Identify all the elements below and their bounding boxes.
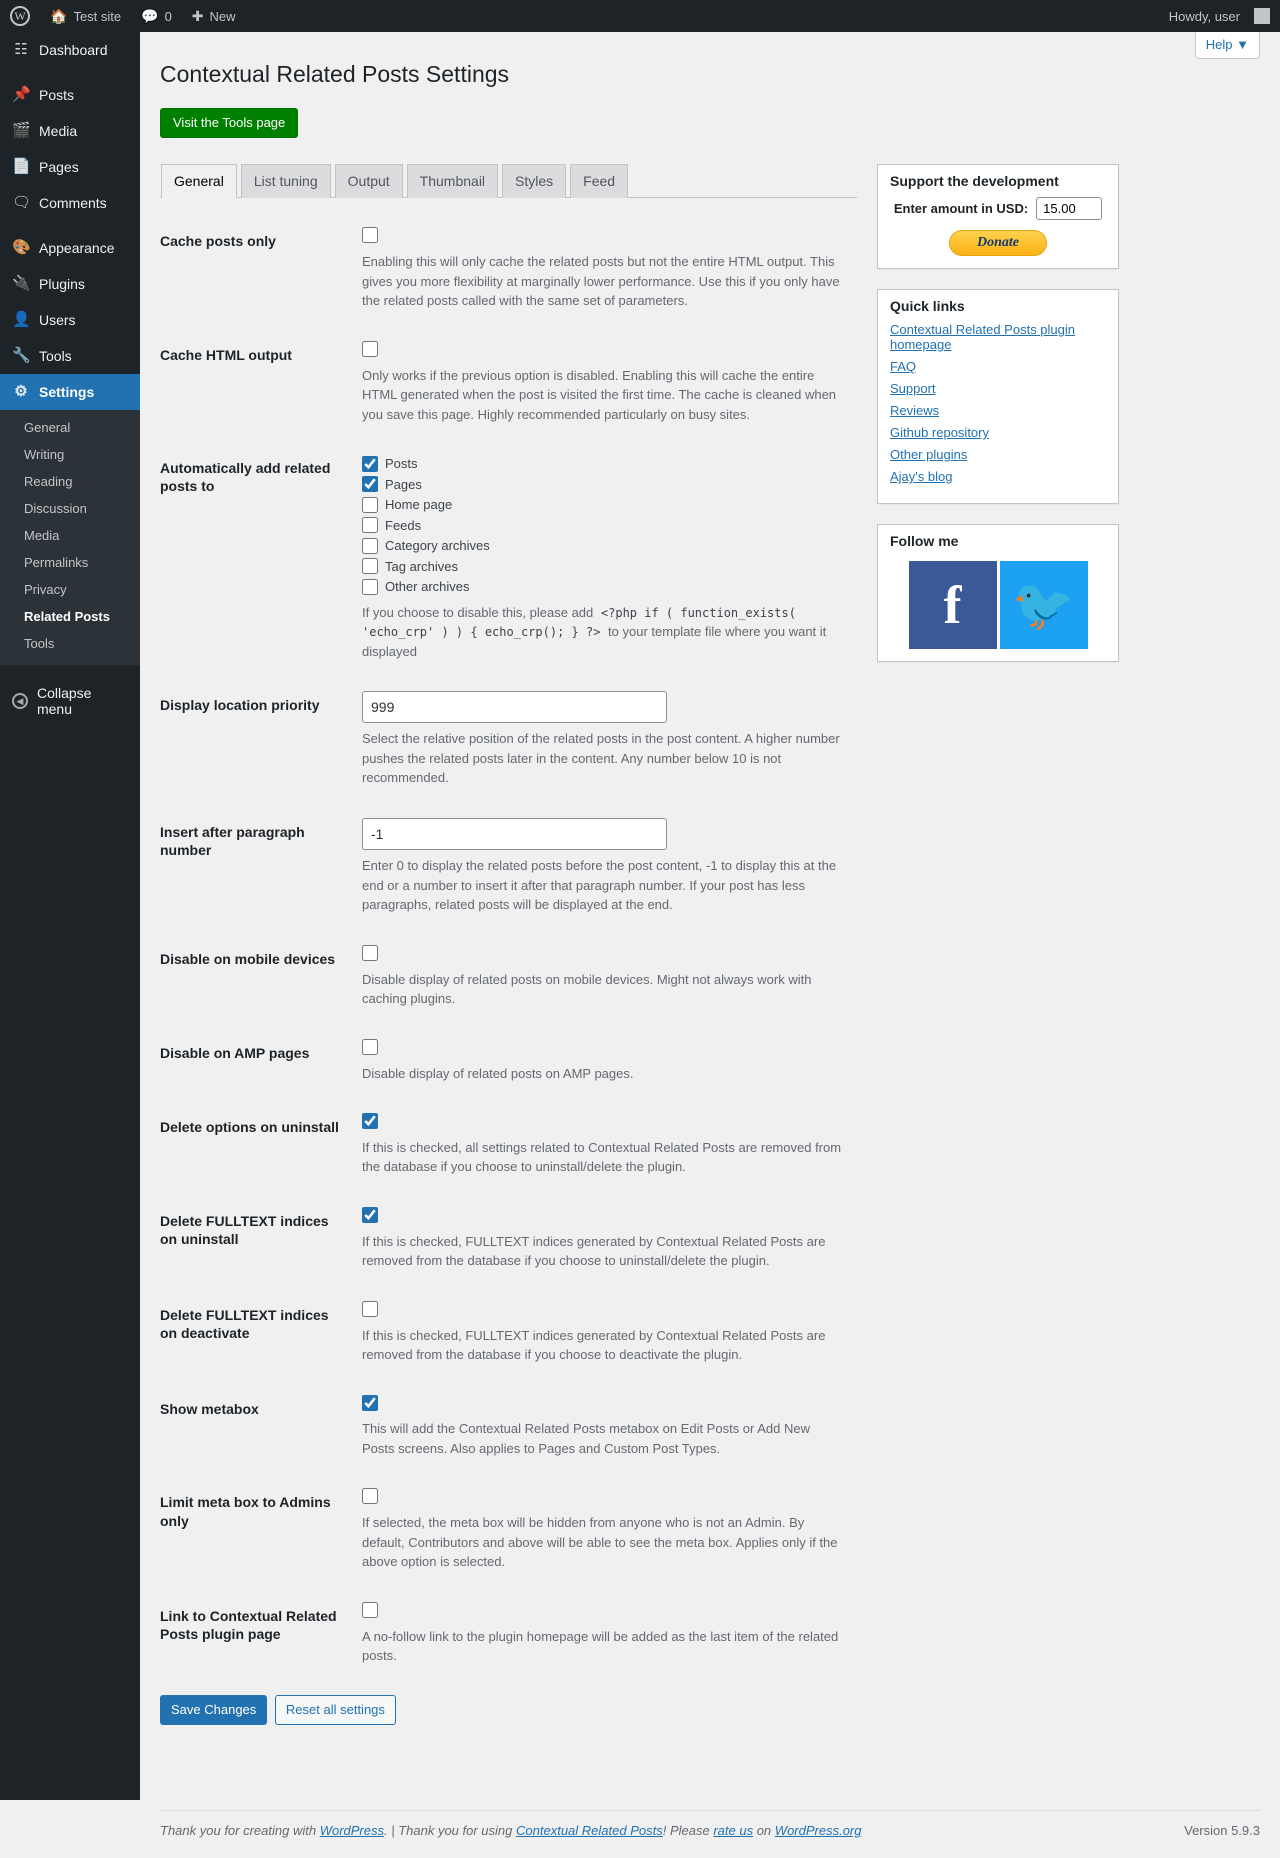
support-development-box	[877, 164, 1119, 269]
setting-field	[352, 1192, 857, 1286]
setting-description: A no-follow link to the plugin homepage will be added as the last item of the related posts.	[362, 1628, 839, 1664]
media-icon: 🎬	[12, 122, 31, 139]
auto-add-option-tag-archives[interactable]	[362, 557, 847, 577]
admin-sidebar	[0, 32, 140, 1800]
setting-description: If this is checked, FULLTEXT indices generated by Contextual Related Posts are removed from the database if you choose to uninstall/delete the plugin.	[362, 1233, 826, 1269]
setting-row-disable-mobile	[160, 930, 857, 1024]
howdy-label: Howdy, user	[1168, 8, 1240, 24]
setting-row-cache-html-output	[160, 326, 857, 439]
desc-before: If you choose to disable this, please add	[362, 604, 594, 620]
settings-submenu	[0, 410, 140, 665]
setting-description: This will add the Contextual Related Posts metabox on Edit Posts or Add New Posts screens. Also applies to Pages and Custom Post Types.	[362, 1421, 811, 1456]
setting-label: Automatically add related posts to	[160, 460, 331, 495]
admin-bar	[0, 0, 1280, 32]
auto-add-feeds-checkbox[interactable]	[362, 517, 378, 533]
auto-add-option-feeds[interactable]	[362, 516, 847, 536]
social-links	[890, 561, 1106, 649]
submenu-item-discussion[interactable]: Discussion	[24, 501, 87, 516]
setting-field	[352, 930, 857, 1024]
setting-description: Disable display of related posts on AMP pages.	[362, 1065, 634, 1081]
comment-icon: 🗨	[12, 194, 32, 211]
sidebar-item-media[interactable]	[0, 113, 140, 149]
auto-add-tag-archives-checkbox[interactable]	[362, 558, 378, 574]
option-label: Tag archives	[385, 558, 458, 574]
comments-count: 0	[164, 8, 172, 24]
cache-html-output-checkbox[interactable]	[362, 341, 378, 357]
wordpress-org-link[interactable]: WordPress.org	[774, 1823, 862, 1838]
setting-label: Display location priority	[160, 697, 320, 714]
insert-after-paragraph-input[interactable]	[362, 818, 667, 850]
tab-list-tuning[interactable]: List tuning	[241, 164, 331, 198]
plugin-link[interactable]: Contextual Related Posts	[516, 1823, 663, 1838]
donate-amount-row	[890, 197, 1106, 220]
setting-field	[352, 212, 857, 325]
footer-middle: . | Thank you for using	[384, 1823, 513, 1838]
main-content	[140, 32, 1280, 1800]
setting-row-delete-fulltext-deactivate	[160, 1286, 857, 1380]
comment-bubble-icon: 💬	[141, 8, 159, 24]
admin-footer	[160, 1810, 1260, 1858]
sidebar-item-comments[interactable]	[0, 185, 140, 221]
setting-field	[352, 803, 857, 930]
quick-link-ajays-blog[interactable]: Ajay's blog	[890, 469, 953, 485]
sidebar-item-dashboard[interactable]	[0, 32, 140, 68]
new-label: New	[209, 8, 236, 24]
donation-amount-input[interactable]	[1036, 197, 1102, 220]
quick-link-support[interactable]: Support	[890, 381, 936, 397]
support-box-title: Support the development	[890, 173, 1059, 190]
sidebar-separator	[0, 221, 140, 230]
auto-add-checkbox-list	[362, 454, 847, 597]
tab-general[interactable]: General	[161, 164, 237, 198]
setting-description: Select the relative position of the related posts in the post content. A higher number pushes the related posts later in the content. Any number below 10 is not recommended.	[362, 731, 840, 786]
auto-add-option-category-archives[interactable]	[362, 536, 847, 556]
setting-field	[352, 326, 857, 439]
cache-posts-only-checkbox[interactable]	[362, 227, 378, 243]
desc-after: to your template file where you want it displayed	[362, 624, 827, 659]
sidebar-item-label: Comments	[39, 195, 107, 211]
sidebar-item-settings[interactable]	[0, 374, 140, 410]
setting-field	[352, 439, 857, 676]
sidebar-column	[877, 164, 1119, 682]
footer-on: on	[756, 1823, 772, 1838]
option-label: Home page	[385, 497, 453, 513]
amount-label: Enter amount in USD:	[893, 201, 1029, 217]
collapse-menu-button[interactable]	[0, 675, 140, 727]
sidebar-item-label: Dashboard	[39, 42, 108, 58]
home-icon: 🏠	[50, 8, 68, 24]
setting-label: Disable on mobile devices	[160, 950, 336, 967]
setting-row-cache-posts-only	[160, 212, 857, 325]
sidebar-separator	[0, 68, 140, 77]
option-label: Posts	[385, 456, 418, 472]
support-box-body	[878, 197, 1118, 268]
wordpress-version: Version 5.9.3	[1184, 1823, 1260, 1838]
auto-add-option-home-page[interactable]	[362, 495, 847, 515]
setting-label: Delete FULLTEXT indices on deactivate	[160, 1306, 329, 1341]
wordpress-logo-icon	[10, 6, 30, 26]
footer-credits	[160, 1823, 862, 1838]
auto-add-home-page-checkbox[interactable]	[362, 497, 378, 513]
php-snippet: <?php if ( function_exists( 'echo_crp' ) ) { echo_crp(); } ?>	[362, 605, 796, 640]
quick-link-other-plugins[interactable]: Other plugins	[890, 447, 968, 463]
option-label: Pages	[385, 476, 422, 492]
footer-please: ! Please	[662, 1823, 710, 1838]
setting-field	[352, 1380, 857, 1474]
help-tab-label: Help	[1205, 37, 1233, 52]
disable-amp-checkbox[interactable]	[362, 1039, 378, 1055]
setting-label: Cache posts only	[160, 233, 276, 250]
limit-metabox-admins-checkbox[interactable]	[362, 1488, 378, 1504]
wordpress-link[interactable]: WordPress	[319, 1823, 384, 1838]
rate-us-link[interactable]: rate us	[713, 1823, 754, 1838]
tab-styles[interactable]: Styles	[502, 164, 566, 198]
sidebar-item-appearance[interactable]	[0, 230, 140, 266]
avatar	[1254, 8, 1270, 24]
show-metabox-checkbox[interactable]	[362, 1395, 378, 1411]
option-label: Category archives	[385, 538, 490, 554]
sidebar-item-tools[interactable]	[0, 338, 140, 374]
site-name-label: Test site	[73, 8, 122, 24]
setting-label: Disable on AMP pages	[160, 1044, 310, 1061]
setting-row-display-priority	[160, 676, 857, 803]
auto-add-option-other-archives[interactable]	[362, 577, 847, 597]
setting-field	[352, 1473, 857, 1586]
delete-fulltext-uninstall-checkbox[interactable]	[362, 1207, 378, 1223]
submenu-item-general[interactable]: General	[24, 420, 71, 435]
setting-field	[352, 1587, 857, 1681]
tab-output[interactable]: Output	[335, 164, 403, 198]
form-actions	[160, 1681, 857, 1745]
tab-feed[interactable]: Feed	[570, 164, 628, 198]
quick-link-plugin-homepage[interactable]: Contextual Related Posts plugin homepage	[890, 322, 1076, 353]
quick-link-github[interactable]: Github repository	[890, 425, 989, 441]
display-priority-input[interactable]	[362, 691, 667, 723]
sidebar-item-label: Pages	[39, 159, 79, 175]
settings-icon: ⚙	[14, 383, 28, 400]
setting-description: Only works if the previous option is disabled. Enabling this will cache the entire HTML generated when the post is visited the first time. The cache is cleaned when you save this page. Highly recommended particularly on busy sites.	[362, 367, 837, 422]
settings-form-table	[160, 212, 857, 1680]
setting-row-auto-add	[160, 439, 857, 676]
chevron-left-icon: ◀	[12, 693, 28, 709]
auto-add-other-archives-checkbox[interactable]	[362, 579, 378, 595]
setting-row-limit-metabox-admins	[160, 1473, 857, 1586]
settings-tabs	[160, 164, 857, 198]
setting-label: Delete FULLTEXT indices on uninstall	[160, 1212, 329, 1248]
quick-links-title: Quick links	[890, 298, 965, 315]
setting-field	[352, 1024, 857, 1098]
setting-row-disable-amp	[160, 1024, 857, 1098]
auto-add-option-posts[interactable]	[362, 454, 847, 474]
user-icon: 👤	[12, 311, 31, 328]
submenu-item-tools[interactable]: Tools	[24, 636, 55, 651]
sidebar-item-posts[interactable]	[0, 77, 140, 113]
quick-link-faq[interactable]: FAQ	[890, 359, 917, 375]
option-label: Other archives	[385, 579, 470, 595]
visit-tools-page-button[interactable]: Visit the Tools page	[160, 108, 298, 138]
setting-field	[352, 1286, 857, 1380]
comments-link[interactable]	[131, 0, 182, 32]
link-to-plugin-page-checkbox[interactable]	[362, 1602, 378, 1618]
sidebar-item-users[interactable]	[0, 302, 140, 338]
twitter-icon[interactable]: 🐦	[1000, 561, 1088, 649]
page-icon: 📄	[12, 158, 31, 175]
quick-links-list	[878, 322, 1118, 503]
sidebar-item-label: Users	[39, 312, 76, 328]
submenu-item-writing[interactable]: Writing	[24, 447, 65, 462]
disable-mobile-checkbox[interactable]	[362, 945, 378, 961]
auto-add-posts-checkbox[interactable]	[362, 456, 378, 472]
setting-row-delete-fulltext-uninstall	[160, 1192, 857, 1286]
submenu-item-privacy[interactable]: Privacy	[24, 582, 67, 597]
setting-row-link-to-plugin-page	[160, 1587, 857, 1681]
follow-me-box	[877, 524, 1119, 662]
help-tab-button[interactable]: Help ▼	[1195, 32, 1260, 59]
save-changes-button[interactable]: Save Changes	[160, 1695, 267, 1725]
footer-thanks-prefix: Thank you for creating with	[160, 1823, 317, 1838]
brush-icon: 🎨	[12, 239, 31, 256]
collapse-menu-label: Collapse menu	[36, 685, 92, 717]
pin-icon: 📌	[12, 86, 31, 103]
reset-all-settings-button[interactable]: Reset all settings	[275, 1695, 396, 1725]
submenu-item-media[interactable]: Media	[24, 528, 60, 543]
setting-field	[352, 1098, 857, 1192]
new-content-link[interactable]	[182, 0, 246, 32]
tools-icon: 🔧	[12, 347, 31, 364]
sidebar-item-pages[interactable]	[0, 149, 140, 185]
setting-description: If this is checked, FULLTEXT indices generated by Contextual Related Posts are removed from the database if you choose to deactivate the plugin.	[362, 1327, 826, 1363]
submenu-item-permalinks[interactable]: Permalinks	[24, 555, 89, 570]
setting-label: Show metabox	[160, 1400, 259, 1417]
quick-link-reviews[interactable]: Reviews	[890, 403, 940, 419]
follow-me-title: Follow me	[890, 533, 959, 550]
setting-description: If selected, the meta box will be hidden from anyone who is not an Admin. By default, Contributors and above will be able to see the meta box. Applies only if the above option is selected.	[362, 1515, 838, 1570]
sidebar-item-label: Plugins	[39, 276, 85, 292]
tab-thumbnail[interactable]: Thumbnail	[407, 164, 498, 198]
option-label: Feeds	[385, 517, 422, 533]
quick-links-box	[877, 289, 1119, 504]
admin-bar-right	[1159, 0, 1280, 32]
site-name-link[interactable]	[40, 0, 131, 32]
facebook-icon[interactable]: f	[909, 561, 997, 649]
setting-description: Enter 0 to display the related posts before the post content, -1 to display this at the end or a number to insert it after that paragraph number. If your post has less paragraphs, related posts will be displayed at the end.	[362, 858, 837, 913]
setting-field	[352, 676, 857, 803]
delete-fulltext-deactivate-checkbox[interactable]	[362, 1301, 378, 1317]
setting-label: Delete options on uninstall	[160, 1119, 339, 1136]
sidebar-item-label: Media	[39, 123, 78, 139]
submenu-item-reading[interactable]: Reading	[24, 474, 73, 489]
wp-logo-menu[interactable]	[0, 0, 40, 32]
setting-label: Link to Contextual Related Posts plugin page	[160, 1607, 337, 1642]
plugin-icon: 🔌	[12, 275, 31, 292]
setting-row-insert-after-paragraph	[160, 803, 857, 930]
submenu-item-related-posts[interactable]: Related Posts	[24, 609, 110, 624]
sidebar-item-label: Posts	[39, 87, 75, 103]
sidebar-item-label: Settings	[39, 384, 95, 400]
auto-add-option-pages[interactable]	[362, 475, 847, 495]
sidebar-item-plugins[interactable]	[0, 266, 140, 302]
follow-me-body	[878, 561, 1118, 661]
auto-add-pages-checkbox[interactable]	[362, 476, 378, 492]
sidebar-item-label: Appearance	[39, 240, 115, 256]
my-account-link[interactable]	[1159, 0, 1280, 32]
setting-row-show-metabox	[160, 1380, 857, 1474]
setting-label: Insert after paragraph number	[160, 823, 305, 859]
setting-label: Limit meta box to Admins only	[160, 1494, 331, 1529]
plus-icon: ✚	[191, 8, 204, 24]
setting-row-delete-options	[160, 1098, 857, 1192]
setting-description: Enabling this will only cache the related posts but not the entire HTML output. This gives you more flexibility at marginally lower performance. Use this if you only have the related posts called with the same set of parameters.	[362, 254, 840, 309]
setting-description: Disable display of related posts on mobile devices. Might not always work with caching plugins.	[362, 971, 812, 1007]
setting-label: Cache HTML output	[160, 346, 292, 363]
auto-add-description	[362, 603, 842, 662]
delete-options-checkbox[interactable]	[362, 1113, 378, 1129]
setting-description: If this is checked, all settings related to Contextual Related Posts are removed from the database if you choose to uninstall/delete the plugin.	[362, 1139, 842, 1175]
sidebar-item-label: Tools	[39, 348, 72, 364]
dashboard-icon: ☷	[14, 41, 28, 58]
auto-add-category-archives-checkbox[interactable]	[362, 538, 378, 554]
settings-column	[160, 164, 857, 1744]
donate-button[interactable]: Donate	[949, 230, 1047, 256]
page-title: Contextual Related Posts Settings	[160, 61, 510, 87]
